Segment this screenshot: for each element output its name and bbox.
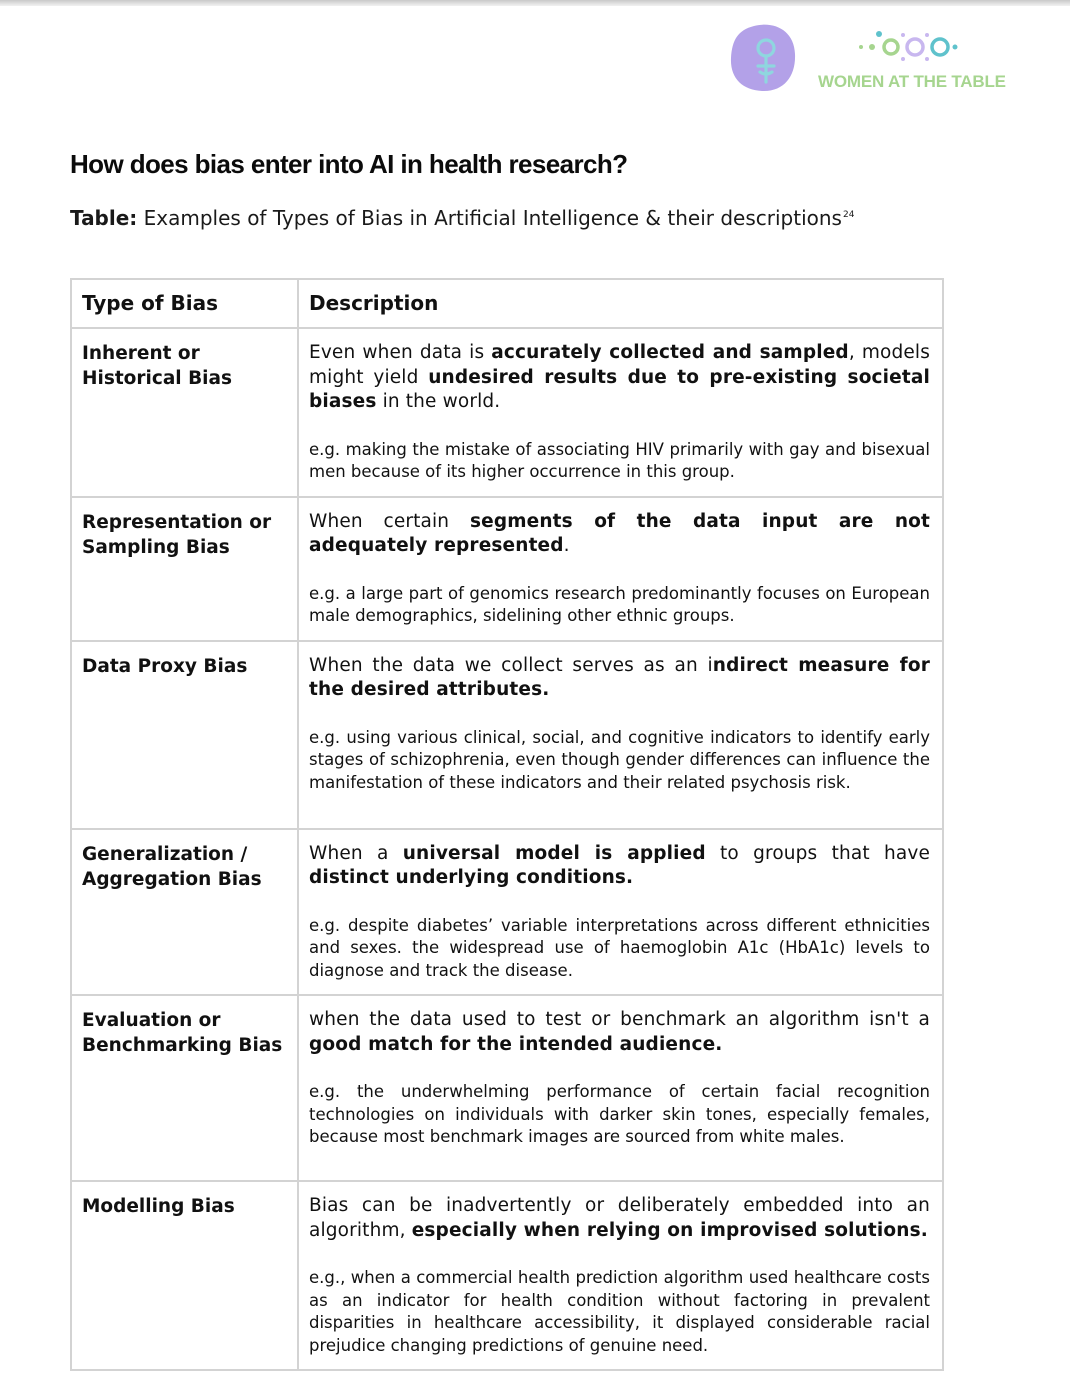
caption-label: Table: bbox=[70, 206, 138, 230]
text-segment: Bias can be inadvertently or deliberately embedded into an algorithm, bbox=[309, 1195, 930, 1241]
emphasis-text: accurately collected and sampled bbox=[491, 342, 849, 363]
brand-dots-icon bbox=[858, 28, 962, 62]
table-row bbox=[71, 641, 943, 829]
example-text: e.g. using various clinical, social, and cognitive indicators to identify early stages of schizophrenia, even though gender differences can influence the manifestation of these indicators and their related psychosis risk. bbox=[309, 727, 930, 792]
bias-type: Representation or Sampling Bias bbox=[71, 497, 298, 641]
table-body bbox=[71, 328, 943, 1370]
example-text: e.g. the underwhelming performance of certain facial recognition technologies on individuals with darker skin tones, especially females, because most benchmark images are sourced from white males. bbox=[309, 1082, 930, 1146]
description-text bbox=[309, 1194, 930, 1243]
text-segment: when the data used to test or benchmark an algorithm isn't a bbox=[309, 1009, 930, 1030]
text-segment: When the data we collect serves as an i bbox=[309, 654, 713, 676]
table-header-row bbox=[71, 279, 943, 328]
women-at-the-table-logo bbox=[814, 28, 1004, 98]
text-segment: Even when data is bbox=[309, 342, 492, 363]
table-row bbox=[71, 328, 943, 497]
text-segment: in the world. bbox=[376, 391, 501, 412]
table-row bbox=[71, 995, 943, 1181]
bias-description bbox=[298, 497, 943, 641]
description-text bbox=[309, 341, 930, 415]
table-row bbox=[71, 829, 943, 996]
bias-types-table bbox=[70, 278, 944, 1371]
bias-description bbox=[298, 829, 943, 996]
page-title: How does bias enter into AI in health research? bbox=[70, 149, 628, 179]
bias-description bbox=[298, 1181, 943, 1370]
example-text: e.g., when a commercial health prediction algorithm used healthcare costs as an indicator for health condition without factoring in prevalent disparities in healthcare accessibility, it displayed considerable racial prejudice changing predictions of genuine need. bbox=[309, 1268, 930, 1355]
emphasis-text: segments of the data input are not adequately represented bbox=[309, 510, 930, 556]
emphasis-text: ndirect measure for the desired attributes. bbox=[309, 654, 930, 700]
page-top-edge bbox=[0, 0, 1070, 6]
text-segment: When certain bbox=[309, 510, 470, 532]
caption-text: Examples of Types of Bias in Artificial Intelligence & their descriptions bbox=[137, 206, 842, 230]
bias-type: Evaluation or Benchmarking Bias bbox=[71, 995, 298, 1181]
bias-type: Data Proxy Bias bbox=[71, 641, 298, 829]
column-header-type: Type of Bias bbox=[71, 279, 298, 328]
bias-type: Modelling Bias bbox=[71, 1181, 298, 1370]
text-segment: , models might yield bbox=[309, 342, 930, 388]
text-segment: to groups that have bbox=[705, 842, 930, 864]
description-text bbox=[309, 510, 930, 559]
description-text bbox=[309, 654, 930, 703]
emphasis-text: good match for the intended audience. bbox=[309, 1033, 723, 1055]
emphasis-text: distinct underlying conditions. bbox=[309, 867, 634, 888]
bias-description bbox=[298, 641, 943, 829]
bias-type: Generalization / Aggregation Bias bbox=[71, 829, 298, 996]
emphasis-text: undesired results due to pre-existing societal biases bbox=[309, 366, 930, 412]
text-segment: When a bbox=[309, 842, 403, 864]
table-row bbox=[71, 1181, 943, 1370]
example-text: e.g. despite diabetes’ variable interpretations across different ethnicities and sexes. the widespread use of haemoglobin A1c (HbA1c) levels to diagnose and track the disease. bbox=[309, 915, 930, 980]
column-header-description: Description bbox=[298, 279, 943, 328]
example-text: e.g. a large part of genomics research predominantly focuses on European male demographics, sidelining other ethnic groups. bbox=[309, 583, 930, 625]
table-caption bbox=[70, 206, 854, 230]
venus-symbol-logo-icon bbox=[730, 24, 796, 92]
emphasis-text: especially when relying on improvised solutions. bbox=[411, 1219, 928, 1241]
footnote-ref: 24 bbox=[842, 210, 855, 220]
bias-description bbox=[298, 995, 943, 1181]
example-text: e.g. making the mistake of associating HIV primarily with gay and bisexual men because of its higher occurrence in this group. bbox=[309, 439, 930, 481]
brand-name: WOMEN AT THE TABLE bbox=[818, 72, 1006, 91]
description-text bbox=[309, 842, 930, 891]
emphasis-text: universal model is applied bbox=[402, 842, 706, 864]
description-text bbox=[309, 1008, 930, 1057]
bias-type: Inherent or Historical Bias bbox=[71, 328, 298, 497]
bias-description bbox=[298, 328, 943, 497]
text-segment: . bbox=[563, 535, 570, 556]
table-row bbox=[71, 497, 943, 641]
